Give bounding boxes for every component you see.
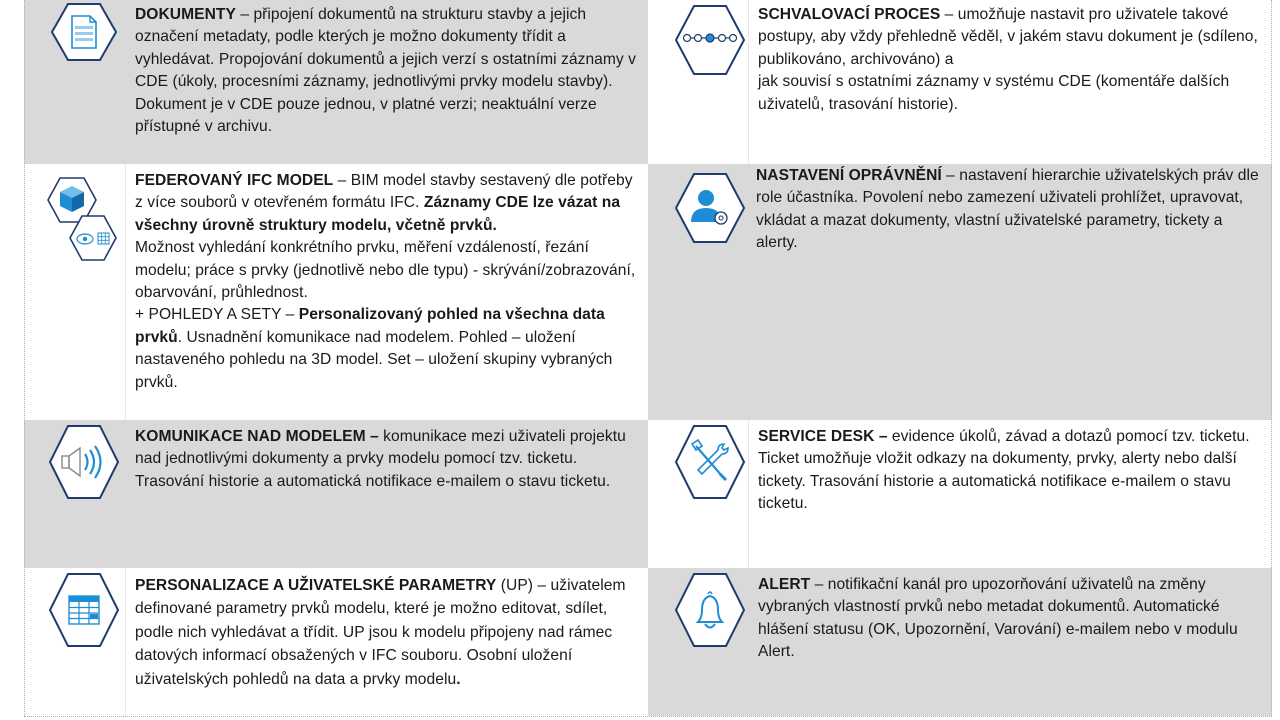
item-text: – BIM model stavby sestavený dle potřeby z více souborů v otevřeném formátu IFC. — [135, 172, 633, 212]
divider-icon-col-left-2 — [125, 568, 126, 716]
text-alert — [758, 574, 1263, 664]
cube-icon — [46, 172, 122, 268]
text-ifc — [135, 170, 643, 394]
bell-icon — [674, 572, 746, 648]
item-text: jak souvisí s ostatními záznamy v systému CDE (komentáře dalších uživatelů, trasování historie). — [758, 73, 1230, 113]
item-text: (UP) – uživatelem definované parametry prvků modelu, které je možno editovat, sdílet, podle nich vyhledávat a třídit. UP jsou k modelu připojeny nad rámec datových informací obsažených v IFC souboru. Osobní uložení uživatelských pohledů na data a prvky modelu — [135, 577, 626, 688]
item-text: komunikace mezi uživateli projektu nad jednotlivými dokumenty a prvky modelu pomocí tzv. ticketu. Trasování historie a automatická notifikace e-mailem o stavu ticketu. — [135, 428, 626, 490]
text-komunikace — [135, 426, 640, 493]
item-heading: Personalizovaný pohled na všechna data prvků — [135, 306, 605, 346]
item-text: + POHLEDY A SETY – — [135, 306, 299, 324]
item-text: – připojení dokumentů na strukturu stavby a jejich označení metadaty, podle kterých je možno dokumenty třídit a vyhledávat. Propojování dokumentů a jejich verzí s ostatními záznamy v CDE (úkoly, procesními záznamy, jednotlivými prvky modelu stavby). Dokument je v CDE pouze jednou, v platné verzi; neaktuální verze přístupné v archivu. — [135, 6, 637, 136]
item-text: – umožňuje nastavit pro uživatele takové postupy, aby vždy přehledně věděl, v jakém stavu dokument je (sdíleno, publikováno, archivováno) a — [758, 6, 1258, 68]
text-servicedesk — [758, 426, 1258, 516]
item-heading: KOMUNIKACE NAD MODELEM – — [135, 428, 379, 445]
text-schvalovaci — [758, 4, 1263, 116]
item-heading: NASTAVENÍ OPRÁVNĚNÍ — [756, 167, 942, 184]
item-text: . Usnadnění komunikace nad modelem. Pohled – uložení nastaveného pohledu na 3D model. Set – uložení skupiny vybraných prvků. — [135, 328, 613, 391]
item-heading: ALERT — [758, 576, 811, 593]
user-settings-icon — [674, 172, 746, 244]
item-heading: FEDEROVANÝ IFC MODEL — [135, 172, 334, 189]
text-personalizace — [135, 574, 641, 691]
item-text: – nastavení hierarchie uživatelských práv dle role účastníka. Povolení nebo zamezení uživateli prohlížet, upravovat, vkládat a mazat dokumenty, vlastní uživatelské parametry, tickety a alerty. — [756, 167, 1259, 252]
document-icon — [48, 0, 120, 64]
item-heading: . — [456, 670, 461, 688]
divider-icon-col-right-2 — [748, 420, 749, 568]
table-icon — [48, 572, 120, 648]
item-heading: SERVICE DESK – — [758, 428, 888, 445]
text-dokumenty — [135, 4, 641, 138]
item-heading: SCHVALOVACÍ PROCES — [758, 6, 941, 23]
divider-icon-col-right — [748, 0, 749, 164]
divider-left — [24, 0, 25, 716]
item-heading: DOKUMENTY — [135, 6, 236, 23]
divider-bottom — [24, 716, 1272, 717]
item-text: evidence úkolů, závad a dotazů pomocí tzv. ticketu. Ticket umožňuje vložit odkazy na dokumenty, prvky, alerty nebo další tickety. Trasování historie a automatická notifikace e-mailem o stavu ticketu. — [758, 428, 1250, 513]
item-heading: PERSONALIZACE A UŽIVATELSKÉ PARAMETRY — [135, 577, 497, 594]
divider-right — [1271, 0, 1272, 716]
workflow-icon — [674, 4, 746, 76]
tools-icon — [674, 424, 746, 500]
item-text: – notifikační kanál pro upozorňování uživatelů na změny vybraných vlastností prvků nebo metadat dokumentů. Automatické hlášení statusu (OK, Upozornění, Varování) e-mailem nebo v modulu Alert. — [758, 576, 1238, 661]
item-heading: Záznamy CDE lze vázat na všechny úrovně struktury modelu, včetně prvků. — [135, 194, 621, 234]
item-text: Možnost vyhledání konkrétního prvku, měření vzdáleností, řezání modelu; práce s prvky (jednotlivě nebo dle typu) - skrývání/zobrazování, obarvování, průhlednost. — [135, 239, 636, 302]
divider-icon-col-left — [125, 164, 126, 420]
speaker-icon — [48, 424, 120, 500]
text-opravneni — [756, 165, 1263, 255]
